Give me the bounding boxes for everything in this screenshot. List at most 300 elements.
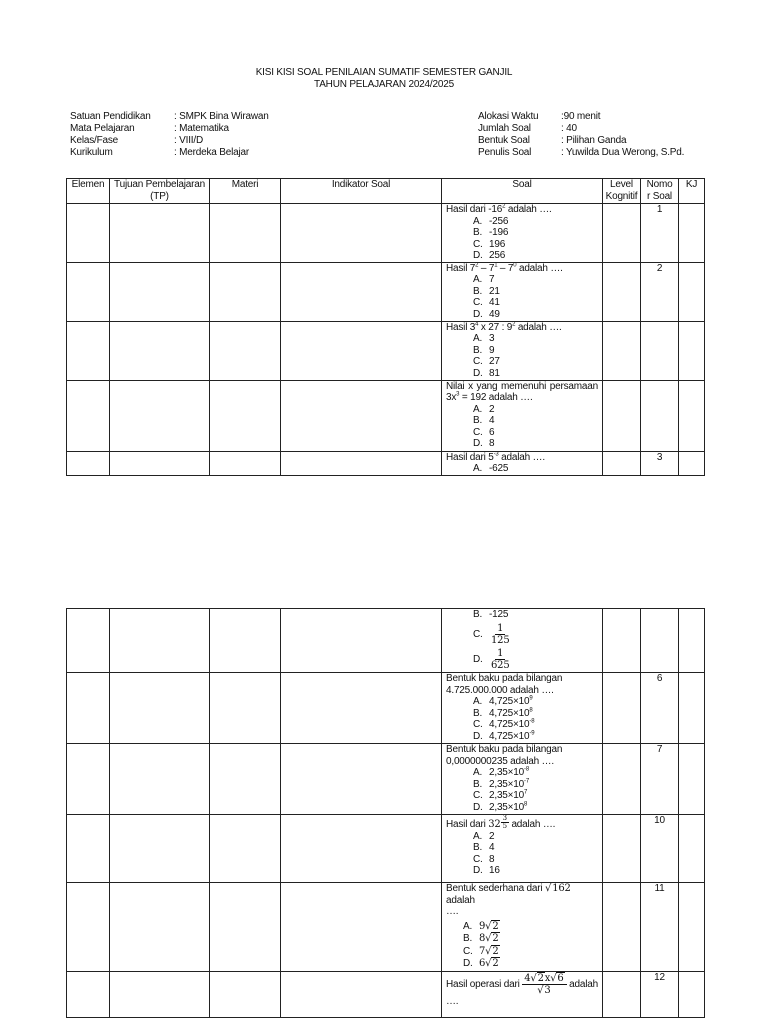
q-part: = 192 adalah …. (459, 392, 533, 403)
q-part: Hasil dari (446, 819, 489, 830)
option (473, 427, 598, 439)
option-value: 196 (489, 238, 506, 250)
doc-title: KISI KISI SOAL PENILAIAN SUMATIF SEMESTER GANJIL (255, 67, 513, 78)
cell-nomor: 3 (641, 451, 679, 475)
table-row (67, 451, 705, 475)
cell-materi (210, 321, 281, 380)
radicand: 3 (544, 984, 551, 996)
cell-materi (210, 204, 281, 263)
option-letter: C. (473, 356, 483, 367)
option (473, 842, 598, 854)
option-letter: A. (473, 215, 483, 227)
q-exp: 2 (502, 203, 506, 210)
option-letter: A. (473, 696, 483, 707)
cell-indikator (281, 204, 442, 263)
option-value: 8 (489, 853, 495, 865)
option (473, 854, 598, 866)
option-letter: B. (473, 778, 483, 790)
meta-value: : SMPK Bina Wirawan (174, 111, 269, 122)
cell-nomor: 12 (641, 971, 679, 1017)
table-row (67, 321, 705, 380)
q-part: adalah (446, 894, 475, 906)
cell-soal (442, 321, 603, 380)
table-row (67, 971, 705, 1017)
cell-elemen (67, 204, 110, 263)
q-part: Hasil 3 (446, 321, 476, 333)
option-base: 2,35×10 (489, 790, 525, 801)
cell-tp (110, 204, 210, 263)
col-level (603, 179, 641, 204)
question-text-line2: 4.725.000.000 adalah …. (446, 684, 554, 696)
option (473, 865, 598, 877)
cell-kj (679, 883, 705, 972)
cell-kj (679, 451, 705, 475)
option (473, 333, 598, 345)
table-row (67, 609, 705, 673)
sqrt-expression: √2 (485, 945, 499, 957)
option-letter: D. (473, 865, 483, 876)
question-text (446, 973, 598, 996)
q-exp: -3 (493, 451, 499, 458)
q-exp: 4 (475, 321, 479, 328)
cell-level (603, 673, 641, 744)
option-letter: C. (473, 628, 483, 640)
meta-value: : 40 (561, 123, 577, 134)
option-coef: 7 (479, 945, 486, 957)
cell-materi (210, 815, 281, 883)
cell-materi (210, 744, 281, 815)
sqrt-expression: √6 (550, 972, 564, 984)
question-text (446, 263, 598, 275)
cell-kj (679, 971, 705, 1017)
q-part: – 7 (497, 262, 514, 274)
q-part: adalah …. (505, 204, 552, 215)
option-letter: B. (473, 609, 483, 620)
option-base: 2,35×10 (489, 801, 525, 813)
cell-materi (210, 673, 281, 744)
option (473, 227, 598, 239)
option-base: 4,725×10 (489, 730, 530, 742)
col-nomor (641, 179, 679, 204)
cell-tp (110, 380, 210, 451)
cell-elemen (67, 744, 110, 815)
col-elemen: Elemen (67, 179, 110, 204)
option-letter: D. (473, 438, 483, 449)
cell-kj (679, 380, 705, 451)
option-letter: D. (473, 308, 483, 320)
q-base: 32 (488, 819, 501, 830)
meta-key: Penulis Soal (478, 147, 532, 158)
cell-soal (442, 262, 603, 321)
sqrt-expression: √2 (485, 958, 499, 969)
meta-value: : Merdeka Belajar (174, 147, 249, 158)
cell-level (603, 262, 641, 321)
fraction (522, 973, 566, 996)
q-part: adalah …. (516, 262, 563, 274)
col-tp-line2: (TP) (150, 190, 169, 202)
cell-soal (442, 673, 603, 744)
col-level-line1: Level (610, 179, 633, 190)
meta-row (70, 135, 269, 147)
meta-row (70, 111, 269, 123)
fraction (489, 648, 512, 671)
meta-key: Mata Pelajaran (70, 123, 135, 134)
option-value: 27 (489, 356, 500, 367)
option-letter: A. (463, 920, 473, 932)
cell-nomor: 6 (641, 673, 679, 744)
cell-nomor: 1 (641, 204, 679, 263)
question-text-line1: Bentuk baku pada bilangan (446, 673, 563, 684)
option (473, 790, 598, 802)
table-row (67, 744, 705, 815)
col-nomor-line1: Nomo (646, 179, 673, 190)
options-list (446, 404, 598, 450)
cell-materi (210, 609, 281, 673)
q-part: 3x (446, 392, 457, 403)
cell-elemen (67, 451, 110, 475)
option (473, 297, 598, 309)
cell-kj (679, 609, 705, 673)
q-part: Bentuk sederhana dari (446, 883, 546, 894)
option-letter: C. (473, 853, 483, 865)
cell-soal (442, 609, 603, 673)
option-letter: C. (473, 719, 483, 730)
meta-key: Kurikulum (70, 147, 113, 158)
meta-right (478, 111, 684, 159)
option (463, 933, 598, 946)
option-exp: -9 (529, 730, 535, 737)
question-text-line2: 0,0000000235 adalah …. (446, 755, 554, 767)
cell-nomor (641, 380, 679, 451)
cell-tp (110, 971, 210, 1017)
cell-soal (442, 744, 603, 815)
meta-key: Satuan Pendidikan (70, 111, 151, 122)
options-list (446, 767, 598, 813)
option-letter: C. (463, 945, 473, 957)
option-letter: C. (473, 426, 483, 438)
cell-indikator (281, 262, 442, 321)
option-value: 8 (489, 438, 495, 449)
meta-row (478, 123, 684, 135)
meta-row (478, 135, 684, 147)
col-kj: KJ (679, 179, 705, 204)
cell-level (603, 744, 641, 815)
question-text-line2: …. (446, 995, 459, 1007)
table-row (67, 262, 705, 321)
option-letter: D. (473, 250, 483, 261)
options-list (446, 274, 598, 320)
cell-kj (679, 321, 705, 380)
cell-materi (210, 380, 281, 451)
col-nomor-line2: r Soal (647, 190, 672, 202)
option-exp: 9 (529, 695, 533, 702)
option (473, 648, 598, 671)
option (473, 239, 598, 251)
option-letter: B. (473, 344, 483, 356)
sqrt-expression: √162 (545, 883, 571, 894)
q-exp: 2 (475, 262, 479, 269)
meta-key: Bentuk Soal (478, 135, 530, 146)
question-text (446, 883, 598, 906)
cell-materi (210, 451, 281, 475)
cell-level (603, 321, 641, 380)
options-list (446, 831, 598, 877)
option-value: -196 (489, 227, 509, 238)
option (473, 623, 598, 646)
cell-tp (110, 321, 210, 380)
cell-elemen (67, 321, 110, 380)
option-letter: B. (473, 707, 483, 719)
option-base: 4,725×10 (489, 696, 530, 707)
option-exp: 7 (524, 789, 528, 796)
cell-soal (442, 451, 603, 475)
cell-materi (210, 883, 281, 972)
cell-nomor: 7 (641, 744, 679, 815)
meta-value: :90 menit (561, 111, 601, 122)
table-header-row (67, 179, 705, 204)
q-part: – 7 (478, 262, 495, 274)
kisi-table-page1 (66, 178, 705, 476)
fraction-denominator: 125 (491, 634, 510, 646)
q-part: adalah (566, 978, 598, 990)
cell-elemen (67, 971, 110, 1017)
cell-nomor: 11 (641, 883, 679, 972)
option-value: 21 (489, 285, 500, 297)
cell-elemen (67, 673, 110, 744)
option-base: 4,725×10 (489, 707, 530, 719)
option-exp: -8 (524, 766, 529, 773)
option-letter: C. (473, 238, 483, 250)
q-exp: 2 (512, 321, 516, 328)
cell-kj (679, 673, 705, 744)
option-letter: D. (473, 730, 483, 742)
cell-level (603, 609, 641, 673)
option-letter: D. (463, 958, 473, 969)
times-sign: x (544, 972, 551, 984)
q-part: x 27 : 9 (478, 321, 513, 333)
option-letter: A. (473, 333, 483, 344)
option-value: -256 (489, 215, 509, 227)
col-soal: Soal (442, 179, 603, 204)
option-exp: 8 (529, 707, 533, 714)
radicand: 2 (492, 945, 499, 957)
cell-elemen (67, 883, 110, 972)
option-letter: A. (473, 274, 483, 285)
option-base: 2,35×10 (489, 778, 525, 790)
cell-level (603, 971, 641, 1017)
radicand: 2 (537, 972, 544, 984)
cell-elemen (67, 380, 110, 451)
option (473, 802, 598, 814)
cell-elemen (67, 262, 110, 321)
options-list (446, 463, 598, 475)
fraction (489, 623, 512, 646)
cell-nomor: 2 (641, 262, 679, 321)
cell-elemen (67, 815, 110, 883)
question-text (446, 322, 598, 334)
cell-tp (110, 451, 210, 475)
cell-tp (110, 744, 210, 815)
option-letter: D. (473, 367, 483, 379)
cell-indikator (281, 815, 442, 883)
option-letter: B. (473, 227, 483, 238)
option-value: -625 (489, 463, 509, 474)
option-letter: B. (473, 285, 483, 297)
option (473, 274, 598, 286)
q-exp: 3 (456, 391, 460, 398)
cell-indikator (281, 673, 442, 744)
option (473, 731, 598, 743)
table-row (67, 883, 705, 972)
option-value: 81 (489, 367, 500, 379)
cell-nomor: 10 (641, 815, 679, 883)
option-value: 9 (489, 344, 495, 356)
option-value: 4 (489, 415, 495, 426)
options-list (446, 921, 598, 971)
option-base: 4,725×10 (489, 719, 530, 730)
option (473, 767, 598, 779)
table-row (67, 204, 705, 263)
option-value: -125 (489, 609, 509, 620)
option (473, 216, 598, 228)
q-part: adalah …. (515, 321, 562, 333)
radicand: 2 (492, 958, 499, 969)
option-letter: D. (473, 653, 483, 665)
cell-kj (679, 204, 705, 263)
cell-tp (110, 609, 210, 673)
meta-key: Alokasi Waktu (478, 111, 539, 122)
q-part: Hasil dari 5 (446, 451, 494, 463)
cell-tp (110, 262, 210, 321)
meta-value: : VIII/D (174, 135, 203, 146)
question-text-line1: Nilai x yang memenuhi persamaan (446, 380, 598, 392)
option-exp: 8 (524, 801, 528, 808)
option (463, 958, 598, 971)
fraction-denominator (535, 985, 553, 996)
fraction-denominator: 5 (502, 822, 507, 830)
option-letter: A. (473, 767, 483, 778)
meta-key: Jumlah Soal (478, 123, 531, 134)
cell-soal (442, 815, 603, 883)
cell-level (603, 815, 641, 883)
option-coef: 8 (479, 933, 486, 944)
option (473, 404, 598, 416)
option (473, 719, 598, 731)
question-text-line2 (446, 392, 598, 404)
col-tp-line1: Tujuan Pembelajaran (114, 179, 205, 190)
option-value: 41 (489, 297, 500, 308)
radicand: 2 (492, 933, 499, 944)
option (463, 921, 598, 934)
cell-soal (442, 883, 603, 972)
option-value: 4 (489, 842, 495, 853)
meta-left (70, 111, 269, 159)
option-exp: -8 (529, 718, 535, 725)
option-value: 2 (489, 403, 495, 415)
cell-level (603, 380, 641, 451)
q-part: adalah …. (508, 819, 556, 830)
cell-indikator (281, 451, 442, 475)
option (473, 831, 598, 843)
question-text-line2: …. (446, 906, 459, 917)
q-part: Hasil dari -16 (446, 204, 503, 215)
option-letter: A. (473, 403, 483, 415)
question-text (446, 814, 598, 831)
fraction-numerator: 3 (502, 814, 507, 822)
option-value: 3 (489, 333, 495, 344)
cell-level (603, 451, 641, 475)
q-exp: 0 (513, 262, 517, 269)
meta-key: Kelas/Fase (70, 135, 119, 146)
kisi-table-page2 (66, 608, 705, 1018)
cell-soal (442, 971, 603, 1017)
cell-kj (679, 262, 705, 321)
cell-indikator (281, 971, 442, 1017)
cell-soal (442, 204, 603, 263)
option-letter: C. (473, 790, 483, 801)
cell-indikator (281, 321, 442, 380)
cell-materi (210, 262, 281, 321)
q-part: adalah …. (498, 451, 545, 463)
q-part: Hasil 7 (446, 262, 476, 274)
meta-value: : Yuwilda Dua Werong, S.Pd. (561, 147, 685, 158)
option-letter: B. (463, 933, 473, 944)
option (473, 368, 598, 380)
col-materi: Materi (210, 179, 281, 204)
option (473, 309, 598, 321)
option (473, 286, 598, 298)
option-letter: A. (473, 830, 483, 842)
cell-nomor (641, 321, 679, 380)
meta-value: : Matematika (174, 123, 229, 134)
radicand: 6 (557, 972, 564, 984)
q-exp: 1 (494, 262, 498, 269)
table-row (67, 380, 705, 451)
option (473, 779, 598, 791)
fraction-denominator: 625 (491, 659, 510, 671)
option (473, 250, 598, 262)
option-letter: D. (473, 801, 483, 813)
radicand: 2 (492, 920, 499, 932)
q-part: Hasil operasi dari (446, 978, 523, 990)
meta-row (478, 111, 684, 123)
question-text (446, 452, 598, 464)
option-value: 7 (489, 274, 495, 285)
option-value: 6 (489, 426, 495, 438)
option (473, 708, 598, 720)
col-tp (110, 179, 210, 204)
doc-subtitle: TAHUN PELAJARAN 2024/2025 (314, 79, 454, 90)
cell-indikator (281, 883, 442, 972)
option-value: 2 (489, 830, 495, 842)
cell-indikator (281, 380, 442, 451)
cell-kj (679, 744, 705, 815)
cell-kj (679, 815, 705, 883)
meta-value: : Pilihan Ganda (561, 135, 627, 146)
meta-row (70, 147, 269, 159)
options-list (446, 333, 598, 379)
exponent-fraction (501, 815, 509, 830)
options-list (446, 609, 598, 671)
fraction-numerator: 1 (497, 647, 504, 659)
sqrt-expression: √2 (530, 972, 544, 984)
fraction-numerator: 1 (497, 622, 504, 634)
table-row (67, 673, 705, 744)
option (473, 415, 598, 427)
option-value: 16 (489, 865, 500, 876)
meta-row (70, 123, 269, 135)
cell-materi (210, 971, 281, 1017)
